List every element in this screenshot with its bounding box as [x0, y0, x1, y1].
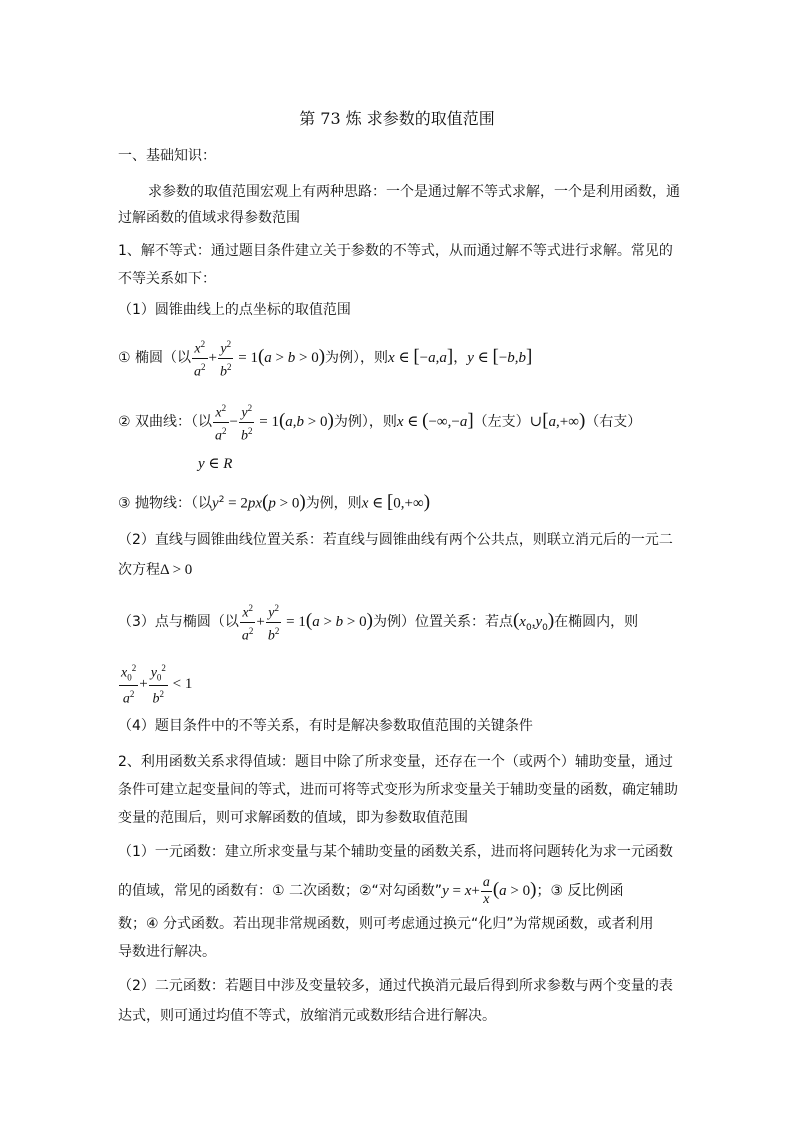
f1-line-1: （1）一元函数：建立所求变量与某个辅助变量的函数关系，进而将问题转化为求一元函数 [118, 844, 673, 860]
f1-line-4: 导数进行解决。 [118, 944, 216, 960]
item2-line-3: 变量的范围后，则可求解函数的值域，即为参数取值范围 [118, 810, 468, 826]
fraction-a-x: $\frac{a}{x}$ [482, 874, 490, 907]
parabola-line: ③ 抛物线：（以$y^2 = 2px(p > 0)$为例，则x ∈ [0,+∞) [118, 491, 431, 513]
f1-line-3: 数；④ 分式函数。若出现非常规函数，则可考虑通过换元“化归”为常规函数，或者利用 [118, 916, 654, 932]
item2-line-2: 条件可建立起变量间的等式，进而可将等式变形为所求变量关于辅助变量的函数，确定辅助 [118, 782, 678, 798]
hyperbola-line: ② 双曲线：（以 $\frac{x^2}{a^2}$ − $\frac{y^2}{b^2}$ = 1(a,b > 0)为例），则x ∈ (−∞,−a]（左支）∪[a,+∞)（右支） [118, 400, 641, 444]
sub3-line: （3）点与椭圆（以 $\frac{x^2}{a^2}$ + $\frac{y^2}{b^2}$ = 1(a > b > 0)为例）位置关系：若点$(x_0,y_0)$在椭圆内，则 [118, 600, 638, 646]
hyperbola-y-range: y ∈ R [198, 456, 233, 472]
fraction-y2-b2: $\frac{y^2}{b^2}$ [266, 600, 282, 644]
sub4-line: （4）题目条件中的不等关系，有时是解决参数取值范围的关键条件 [118, 718, 533, 734]
f1-line-2: 的值域，常见的函数有：① 二次函数；②“对勾函数”y = x+ $\frac{a}{x}$ (a > 0)；③ 反比例函 [118, 874, 624, 907]
section-heading: 一、基础知识： [118, 148, 216, 164]
item1-line-2: 不等关系如下： [118, 271, 216, 287]
f2-line-2: 达式，则可通过均值不等式，放缩消元或数形结合进行解决。 [118, 1008, 496, 1024]
inside-ellipse-inequality: $\frac{x_0^2}{a^2}$ + $\frac{y_0^2}{b^2}$ < 1 [118, 660, 192, 708]
fraction-y2-b2: $\frac{y^2}{b^2}$ [239, 400, 255, 444]
ellipse-line: ① 椭圆（以 $\frac{x^2}{a^2}$ + $\frac{y^2}{b^2}$ = 1(a > b > 0)为例），则x ∈ [−a,a]，y ∈ [−b,b] [118, 336, 532, 380]
item2-line-1: 2、利用函数关系求得值域：题目中除了所求变量，还存在一个（或两个）辅助变量，通过 [118, 754, 673, 770]
sub1-heading: （1）圆锥曲线上的点坐标的取值范围 [118, 302, 351, 318]
sub2-line-1: （2）直线与圆锥曲线位置关系：若直线与圆锥曲线有两个公共点，则联立消元后的一元二 [118, 532, 673, 548]
f2-line-1: （2）二元函数：若题目中涉及变量较多，通过代换消元最后得到所求参数与两个变量的表 [118, 978, 673, 994]
fraction-x2-a2: $\frac{x^2}{a^2}$ [240, 600, 256, 644]
fraction-x2-a2: $\frac{x^2}{a^2}$ [213, 400, 229, 444]
page-title: 第 73 炼 求参数的取值范围 [299, 109, 495, 128]
fraction-x2-a2: $\frac{x^2}{a^2}$ [192, 336, 208, 380]
intro-line-1: 求参数的取值范围宏观上有两种思路：一个是通过解不等式求解，一个是利用函数，通 [148, 184, 680, 200]
intro-line-2: 过解函数的值域求得参数范围 [118, 210, 300, 226]
ellipse-cond: 为例），则 [325, 350, 389, 367]
fraction-y2-b2: $\frac{y^2}{b^2}$ [218, 336, 234, 380]
item1-line-1: 1、解不等式：通过题目条件建立关于参数的不等式，从而通过解不等式进行求解。常见的 [118, 243, 673, 259]
ellipse-lead: ① 椭圆（以 [118, 350, 192, 367]
sub2-line-2: 次方程Δ > 0 [118, 562, 193, 578]
